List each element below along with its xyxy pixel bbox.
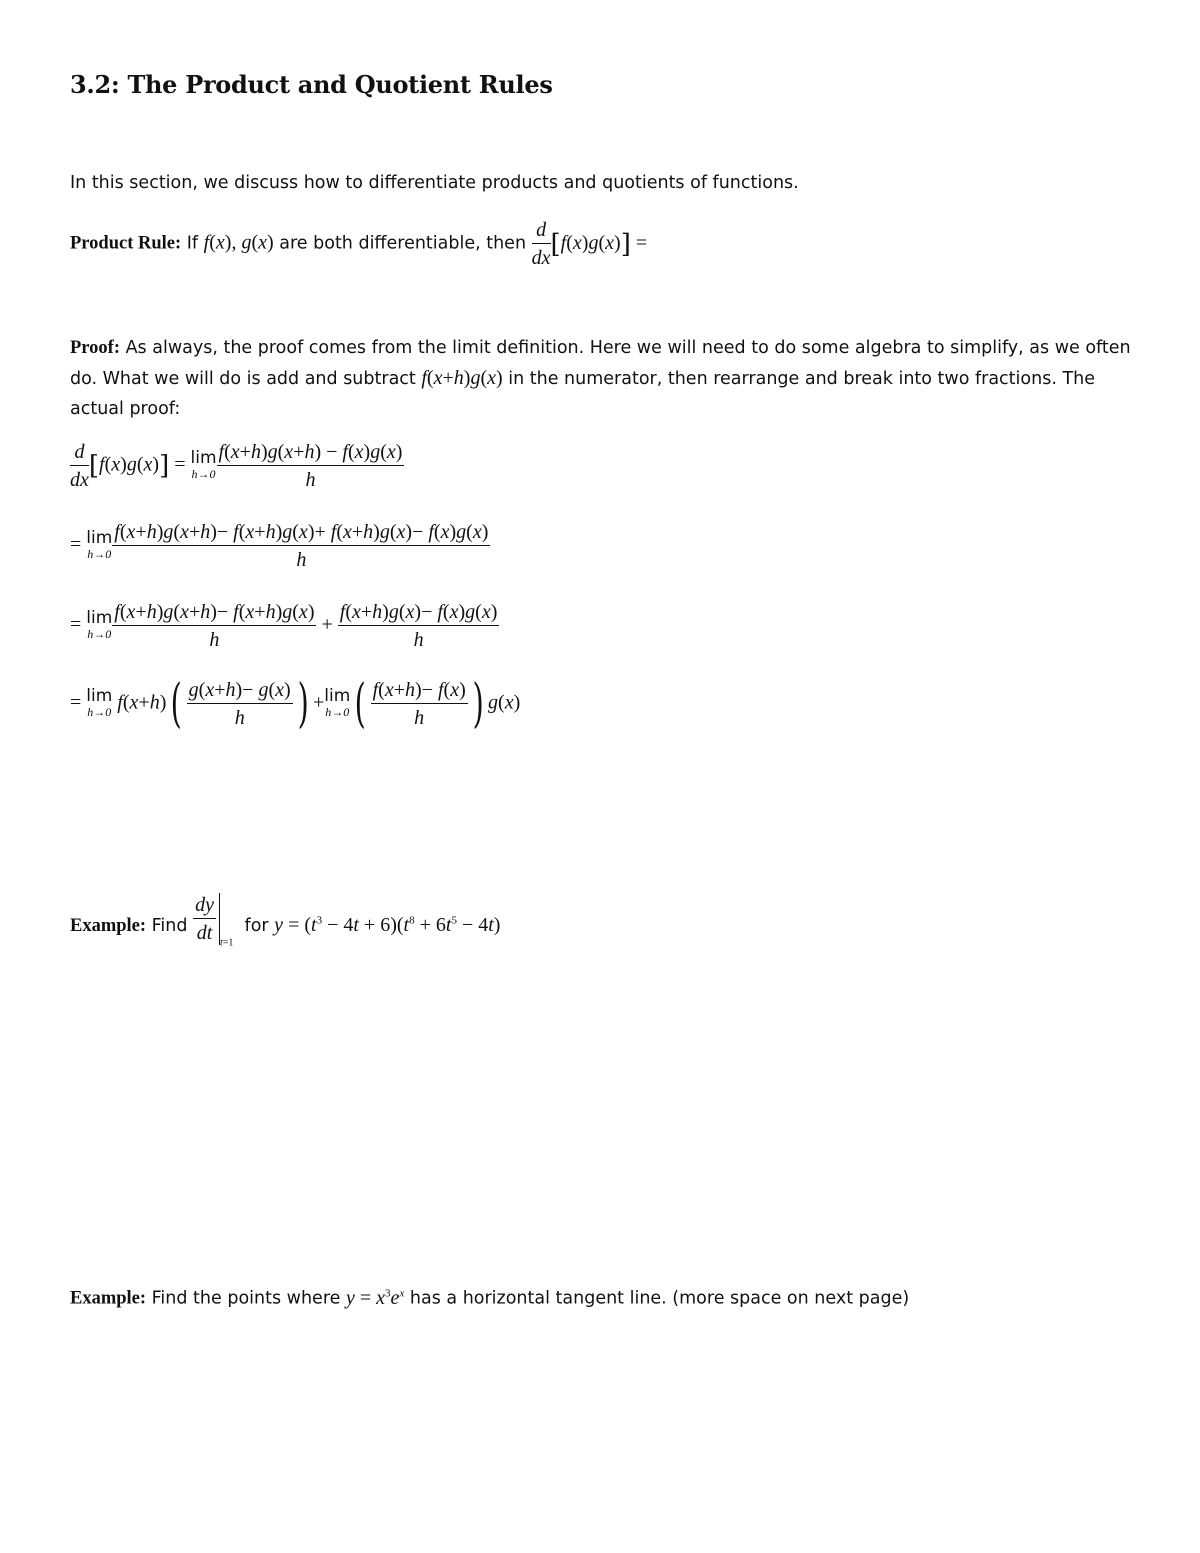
proof-equation-2: = lim h→0 $\frac{f(x+h)g(x+h)- f(x+h)g(x)+ f(x+h)g(x)- f(x)g(x)}{h}$ — [70, 521, 489, 571]
product-rule-statement — [70, 218, 647, 270]
proof-equation-4: = lim h→0 f(x+h)( $\frac{g(x+h)- g(x)}{h}$ ) + lim h→0 ( $\frac{f(x+h)- f(x)}{h}$ ) g(x) — [70, 674, 521, 734]
product-rule-functions: f(x), g(x) — [203, 231, 274, 254]
product-rule-label: Product Rule: — [70, 233, 182, 254]
example-2-function: $y = x^3e^x$ — [345, 1286, 405, 1309]
example-1-label: Example: — [70, 915, 147, 936]
product-rule-if: If — [186, 233, 199, 254]
example-1-for: for — [244, 915, 269, 936]
example-1-derivative: $\frac{dy}{dt}$ $_{t=1}$ — [195, 894, 234, 949]
page-title: 3.2: The Product and Quotient Rules — [70, 70, 553, 99]
proof-text-b: in the numerator, then rearrange and break into two fractions. The actual proof: — [70, 369, 1095, 419]
proof-equation-3: = lim h→0 $\frac{f(x+h)g(x+h)- f(x+h)g(x)}{h}$ + $\frac{f(x+h)g(x)- f(x)g(x)}{h}$ — [70, 601, 498, 651]
example-2-find: Find the points where — [151, 1288, 341, 1309]
intro-text: In this section, we discuss how to differentiate products and quotients of functions. — [70, 173, 799, 193]
proof-paragraph — [70, 333, 1135, 424]
example-1-function: $y = (t^3 - 4t + 6)(t^8 + 6t^5 - 4t)$ — [274, 913, 501, 936]
example-1 — [70, 893, 500, 959]
proof-label: Proof: — [70, 338, 120, 358]
example-2-rest: has a horizontal tangent line. (more space on next page) — [409, 1288, 910, 1309]
product-rule-formula: $\frac{d}{dx}$ [f(x)g(x)] = — [531, 219, 648, 269]
proof-equation-1: $\frac{d}{dx}$ [f(x)g(x)] = lim h→0 $\frac{f(x+h)g(x+h) - f(x)g(x)}{h}$ — [70, 441, 403, 491]
example-2 — [70, 1278, 909, 1314]
example-1-find: Find — [151, 915, 188, 936]
product-rule-condition: are both differentiable, then — [279, 233, 527, 254]
example-2-label: Example: — [70, 1288, 147, 1309]
proof-inline-term: f(x+h)g(x) — [421, 367, 503, 389]
proof-text-a: As always, the proof comes from the limit definition. Here we will need to do some algebra to simplify, as we often do. What we will do is add and subtract — [70, 338, 1131, 389]
